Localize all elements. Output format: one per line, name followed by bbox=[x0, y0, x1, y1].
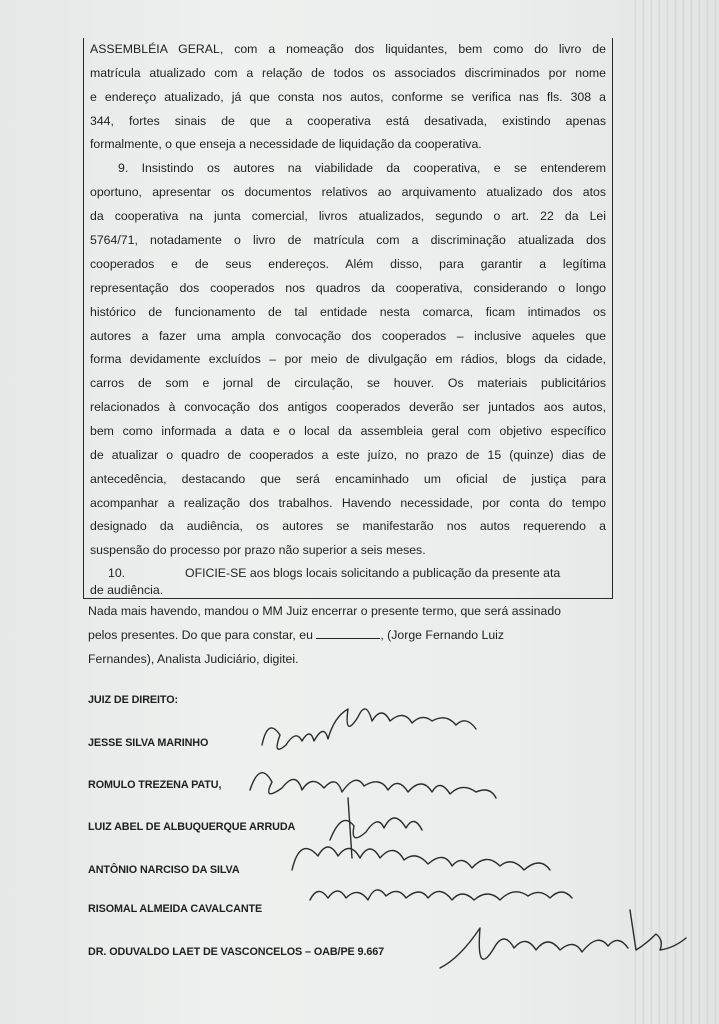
signatory-name: RISOMAL ALMEIDA CAVALCANTE bbox=[88, 903, 263, 915]
signature-jesse bbox=[262, 709, 476, 749]
box-line: matrícula atualizado com a relação de todos os associados discriminados por nome bbox=[90, 66, 606, 80]
signatory-name: LUIZ ABEL DE ALBUQUERQUE ARRUDA bbox=[88, 821, 296, 833]
box-line: representação dos cooperados nos quadros da cooperativa, considerando o longo bbox=[90, 281, 606, 295]
box-line: da cooperativa na junta comercial, livros atualizados, segundo o art. 22 da Lei bbox=[90, 209, 606, 223]
box-line: cooperados e de seus endereços. Além disso, para garantir a legítima bbox=[90, 257, 606, 271]
box-line: designado da audiência, os autores se manifestarão nos autos requerendo a bbox=[90, 519, 606, 533]
box-line: de atualizar o quadro de cooperados a este juízo, no prazo de 15 (quinze) dias de bbox=[90, 448, 606, 462]
signatory-name: ROMULO TREZENA PATU, bbox=[88, 779, 222, 791]
signatory-name: DR. ODUVALDO LAET DE VASCONCELOS – OAB/PE 9.667 bbox=[88, 946, 385, 958]
signature-oduvaldo bbox=[440, 910, 686, 968]
item-text: OFICIE-SE aos blogs locais solicitando a publicação da presente ata bbox=[185, 566, 561, 580]
signatory-name: JESSE SILVA MARINHO bbox=[88, 737, 209, 749]
box-line: relacionados à convocação dos antigos cooperados deverão ser juntados aos autos, bbox=[90, 400, 606, 414]
box-line: antecedência, destacando que será encaminhado um oficial de justiça para bbox=[90, 472, 606, 486]
signature-risomal bbox=[310, 890, 572, 900]
closing-line: Nada mais havendo, mandou o MM Juiz encerrar o presente termo, que será assinado bbox=[88, 604, 561, 618]
signature-antonio bbox=[292, 847, 550, 870]
box-line: 5764/71, notadamente o livro de matrícula com a discriminação atualizada dos bbox=[90, 233, 606, 247]
signatory-label: JUIZ DE DIREITO: bbox=[88, 694, 178, 706]
item-number: 10. bbox=[108, 566, 126, 580]
signature-luiz bbox=[330, 798, 422, 858]
signatory-name: ANTÔNIO NARCISO DA SILVA bbox=[88, 864, 240, 876]
box-line: suspensão do processo por prazo não superior a seis meses. bbox=[90, 543, 426, 557]
box-line: bem como informada a data e o local da assembleia geral com objetivo específico bbox=[90, 424, 606, 438]
signature-romulo bbox=[250, 773, 496, 798]
box-line: acompanhar a realização dos trabalhos. Havendo necessidade, por conta do tempo bbox=[90, 496, 606, 510]
box-line: ASSEMBLÉIA GERAL, com a nomeação dos liquidantes, bem como do livro de bbox=[90, 42, 606, 56]
box-line: histórico de funcionamento de tal entidade nesta comarca, ficam intimados os bbox=[90, 305, 606, 319]
box-line: carros de som e jornal de circulação, se houver. Os materiais publicitários bbox=[90, 376, 606, 390]
closing-text: pelos presentes. Do que para constar, eu bbox=[88, 628, 313, 642]
closing-text: , (Jorge Fernando Luiz bbox=[380, 628, 505, 642]
box-line: autores a fazer uma ampla convocação dos cooperados – inclusive aqueles que bbox=[90, 329, 606, 343]
item-text-cont: de audiência. bbox=[90, 583, 164, 597]
box-line: 344, fortes sinais de que a cooperativa está desativada, existindo apenas bbox=[90, 114, 606, 128]
box-line: 9. Insistindo os autores na viabilidade da cooperativa, e se entenderem bbox=[118, 161, 606, 175]
closing-line: Fernandes), Analista Judiciário, digitei. bbox=[88, 652, 299, 666]
box-line: oportuno, apresentar os documentos relativos ao arquivamento atualizado dos atos bbox=[90, 185, 606, 199]
box-line: forma devidamente excluídos – por meio de divulgação em rádios, blogs da cidade, bbox=[90, 352, 606, 366]
box-line: formalmente, o que enseja a necessidade de liquidação da cooperativa. bbox=[90, 137, 482, 151]
box-line: e endereço atualizado, já que consta nos autos, conforme se verifica nas fls. 308 a bbox=[90, 90, 606, 104]
